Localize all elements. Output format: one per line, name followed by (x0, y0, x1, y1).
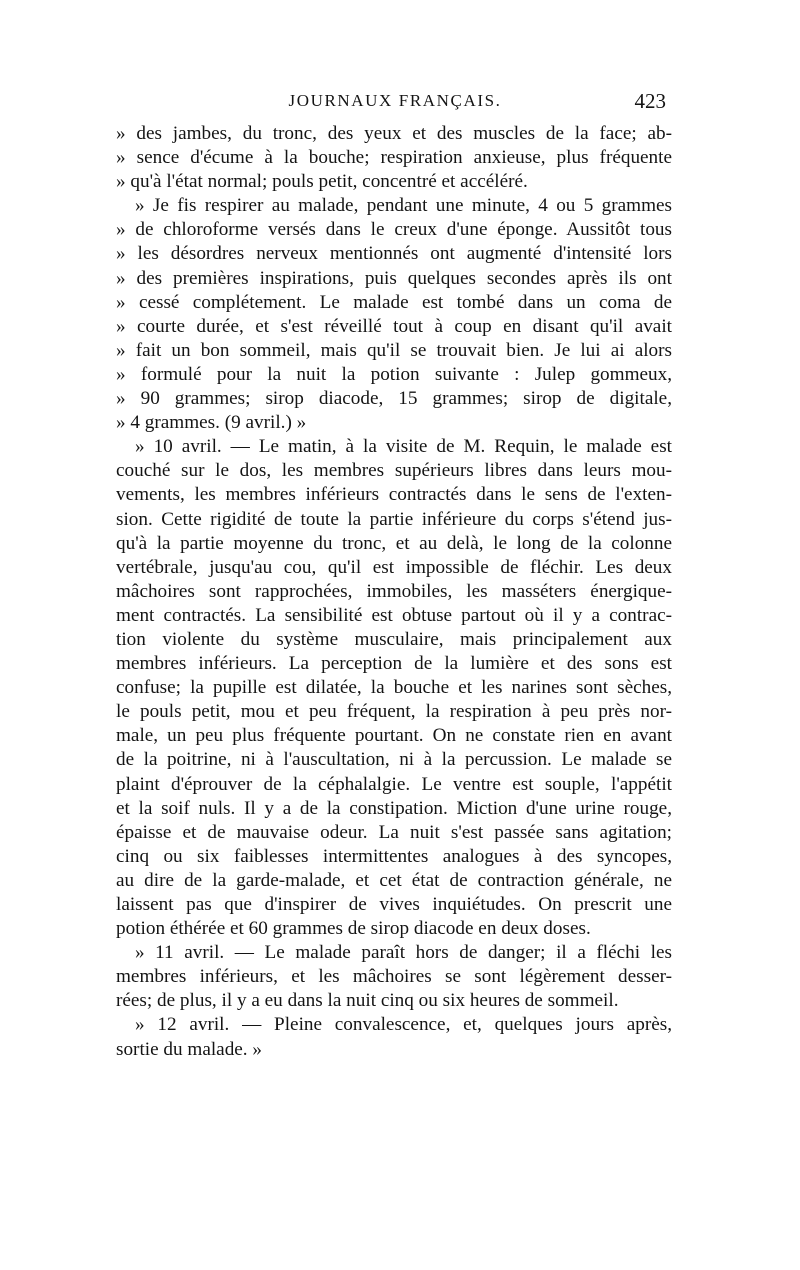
text-line: » 90 grammes; sirop diacode, 15 grammes; sirop de digitale, (116, 388, 672, 410)
text-line: couché sur le dos, les membres supérieurs libres dans leurs mou- (116, 460, 672, 482)
text-line: rées; de plus, il y a eu dans la nuit cinq ou six heures de sommeil. (116, 990, 619, 1012)
text-line: laissent pas que d'inspirer de vives inquiétudes. On prescrit une (116, 894, 672, 915)
text-line: au dire de la garde-malade, et cet état de contraction générale, ne (116, 869, 672, 891)
text-line: mâchoires sont rapprochées, immobiles, les masséters énergique- (116, 580, 672, 602)
text-line: » 12 avril. — Pleine convalescence, et, quelques jours après, (135, 1014, 672, 1036)
text-line: membres inférieurs, et les mâchoires se sont légèrement desser- (116, 966, 672, 988)
text-line: vertébrale, jusqu'au cou, qu'il est impossible de fléchir. Les deux (116, 556, 672, 578)
text-line: plaint d'éprouver de la céphalalgie. Le ventre est souple, l'appétit (116, 773, 672, 795)
text-line: » formulé pour la nuit la potion suivante : Julep gommeux, (116, 363, 672, 385)
text-line: potion éthérée et 60 grammes de sirop diacode en deux doses. (116, 918, 591, 940)
text-line: sortie du malade. » (116, 1038, 262, 1060)
text-line: ment contractés. La sensibilité est obtuse partout où il y a contrac- (116, 604, 672, 626)
text-line: » 10 avril. — Le matin, à la visite de M. Requin, le malade est (135, 436, 672, 458)
text-line: qu'à la partie moyenne du tronc, et au delà, le long de la colonne (116, 532, 672, 554)
text-line: » 4 grammes. (9 avril.) » (116, 412, 307, 434)
page-number: 423 (634, 89, 666, 113)
text-line: » de chloroforme versés dans le creux d'une éponge. Aussitôt tous (116, 219, 672, 241)
text-line: » des premières inspirations, puis quelques secondes après ils ont (116, 267, 672, 289)
text-line: » fait un bon sommeil, mais qu'il se trouvait bien. Je lui ai alors (116, 339, 672, 361)
text-line: » 11 avril. — Le malade paraît hors de danger; il a fléchi les (135, 942, 672, 964)
text-line: » Je fis respirer au malade, pendant une minute, 4 ou 5 grammes (135, 195, 672, 217)
text-line: cinq ou six faiblesses intermittentes analogues à des syncopes, (116, 845, 672, 867)
text-line: épaisse et de mauvaise odeur. La nuit s'est passée sans agitation; (116, 821, 672, 843)
text-line: » des jambes, du tronc, des yeux et des muscles de la face; ab- (116, 123, 672, 144)
body-text (116, 122, 672, 1062)
text-line: male, un peu plus fréquente pourtant. On ne constate rien en avant (116, 725, 672, 747)
running-head: JOURNAUX FRANÇAIS. (288, 91, 502, 110)
text-line: le pouls petit, mou et peu fréquent, la respiration à peu près nor- (116, 701, 672, 723)
text-line: » courte durée, et s'est réveillé tout à coup en disant qu'il avait (116, 315, 672, 337)
text-line: membres inférieurs. La perception de la lumière et des sons est (116, 653, 672, 675)
page-header (122, 86, 668, 116)
text-line: confuse; la pupille est dilatée, la bouche et les narines sont sèches, (116, 677, 672, 699)
text-line: » sence d'écume à la bouche; respiration anxieuse, plus fréquente (116, 147, 672, 169)
text-line: » les désordres nerveux mentionnés ont augmenté d'intensité lors (116, 243, 672, 265)
text-line: » qu'à l'état normal; pouls petit, concentré et accéléré. (116, 171, 528, 193)
text-line: et la soif nuls. Il y a de la constipation. Miction d'une urine rouge, (116, 797, 672, 819)
text-line: vements, les membres inférieurs contractés dans le sens de l'exten- (116, 484, 672, 506)
text-line: tion violente du système musculaire, mais principalement aux (116, 628, 672, 650)
text-line: sion. Cette rigidité de toute la partie inférieure du corps s'étend jus- (116, 508, 672, 530)
text-line: de la poitrine, ni à l'auscultation, ni à la percussion. Le malade se (116, 749, 672, 771)
text-line: » cessé complétement. Le malade est tombé dans un coma de (116, 291, 672, 313)
